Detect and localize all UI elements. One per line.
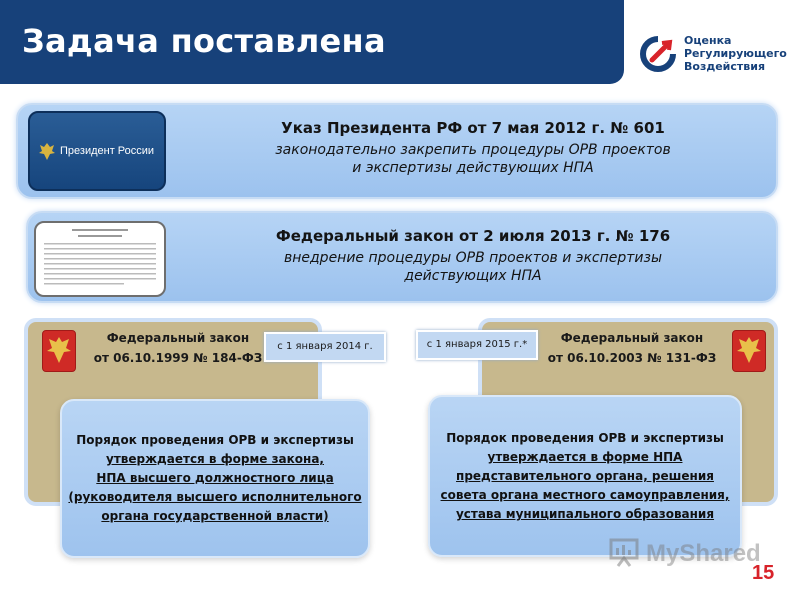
left-panel-head [78, 328, 278, 368]
right-panel-head-2: от 06.10.2003 № 131-ФЗ [547, 351, 717, 365]
decree-subtitle-1: законодательно закрепить процедуры ОРВ проектов [275, 142, 671, 158]
logo-line-1: Оценка [684, 34, 732, 47]
eagle-icon [43, 331, 75, 371]
right-panel-head [532, 328, 732, 368]
document-thumbnail [34, 221, 166, 297]
right-info-box [428, 395, 742, 557]
page-number: 15 [752, 562, 775, 584]
logo-line-2: Регулирующего [684, 47, 787, 60]
left-info-line-1: Порядок проведения ОРВ и экспертизы [76, 433, 354, 447]
decree-text [178, 119, 768, 189]
right-panel-head-1: Федеральный закон [560, 331, 704, 345]
russian-emblem-icon [732, 330, 766, 372]
president-thumbnail-label: Президент России [60, 145, 155, 157]
orv-logo [640, 34, 790, 78]
left-info-line-3: НПА высшего должностного лица [96, 471, 334, 485]
watermark-text: MyShared [646, 540, 761, 567]
logo-line-3: Воздействия [684, 60, 766, 73]
president-thumbnail [28, 111, 166, 191]
federal-law-176-title: Федеральный закон от 2 июля 2013 г. № 176 [275, 227, 671, 245]
federal-law-176-banner [26, 211, 778, 303]
left-info-line-5: органа государственной власти) [101, 509, 329, 523]
left-panel-head-2: от 06.10.1999 № 184-ФЗ [93, 351, 263, 365]
federal-law-176-text [178, 227, 768, 297]
right-date-badge: с 1 января 2015 г.* [416, 330, 538, 360]
decree-banner [16, 103, 778, 199]
title-bar [0, 0, 624, 84]
page-title: Задача поставлена [22, 22, 386, 60]
left-info-line-4: (руководителя высшего исполнительного [68, 490, 362, 504]
watermark [608, 536, 768, 572]
russian-emblem-icon [42, 330, 76, 372]
left-info-box [60, 399, 370, 558]
logo-text [684, 34, 787, 73]
orv-logo-icon [640, 36, 676, 72]
right-info-line-5: устава муниципального образования [455, 507, 715, 521]
left-date-badge: с 1 января 2014 г. [264, 332, 386, 362]
decree-title: Указ Президента РФ от 7 мая 2012 г. № 601 [281, 119, 665, 137]
left-panel-head-1: Федеральный закон [106, 331, 250, 345]
right-info-line-3: представительного органа, решения [456, 469, 714, 483]
presentation-icon [608, 536, 642, 570]
right-info-line-1: Порядок проведения ОРВ и экспертизы [446, 431, 724, 445]
decree-subtitle-2: и экспертизы действующих НПА [352, 160, 594, 176]
federal-law-176-subtitle-2: действующих НПА [404, 268, 542, 284]
left-info-line-2: утверждается в форме закона, [106, 452, 324, 466]
document-icon [36, 223, 164, 295]
right-info-line-2: утверждается в форме НПА [487, 450, 683, 464]
eagle-icon [733, 331, 765, 371]
right-info-line-4: совета органа местного самоуправления, [440, 488, 730, 502]
eagle-icon [38, 141, 56, 161]
federal-law-176-subtitle-1: внедрение процедуры ОРВ проектов и экспертизы [283, 250, 663, 266]
